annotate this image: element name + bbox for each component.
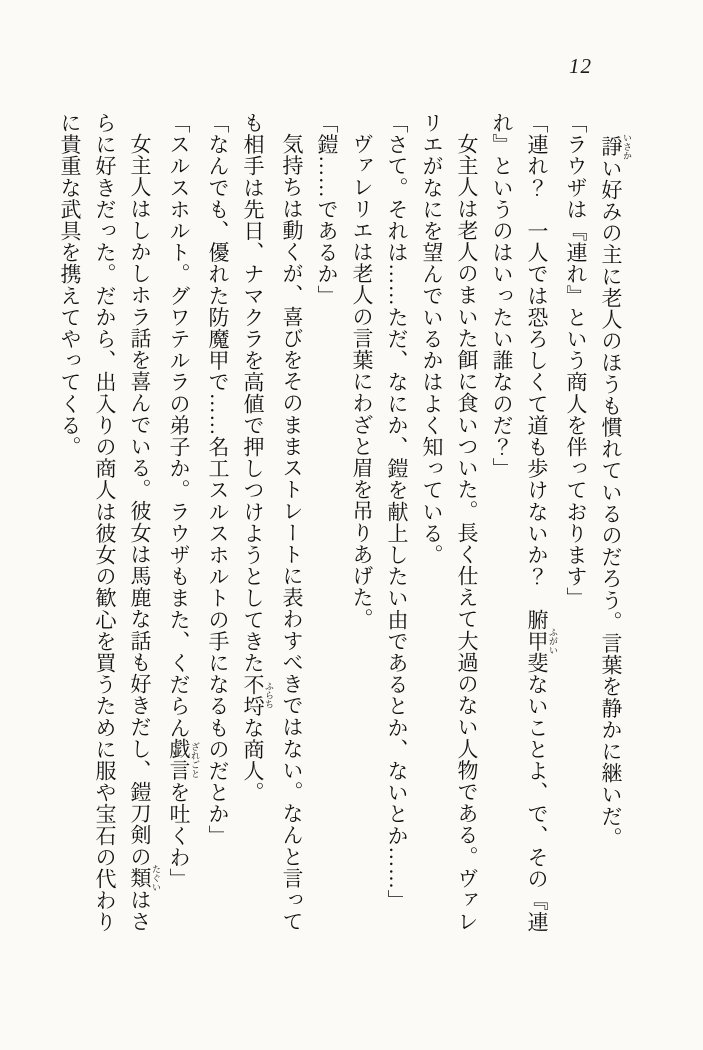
text-line: 「連れ？ 一人では恐ろしくて道も歩けないか？ 腑甲斐 ふがいないことよ、で、その『連: [525, 112, 558, 933]
text-line: 諍 いさかい好みの主に老人のほうも慣れているのだろう。言葉を静かに継いだ。: [599, 133, 632, 849]
page-number: 12: [569, 54, 592, 78]
text-line: 気持ちは動くが、喜びをそのままストレートに表わすべきではない。なんと言って: [280, 133, 304, 933]
text-line: リエがなにを望んでいるかはよく知っている。: [420, 112, 444, 566]
text-block: [52, 112, 632, 968]
text-line: 「鎧……であるか」: [315, 112, 339, 307]
text-line: らに好きだった。だから、出入りの商人は彼女の歓心を買うために服や宝石の代わり: [93, 112, 117, 933]
text-line: 「さて。それは……ただ、なにか、鎧を献上したい由であるとか、ないとか……」: [385, 112, 409, 912]
text-line: 「スルスホルト。グワテルラの弟子か。ラウザもまた、くだらん戯言 ざれごとを吐くわ」: [167, 112, 200, 890]
furigana-ruby: 戯言 ざれごと: [167, 738, 200, 782]
furigana-ruby: 腑甲斐 ふがい: [525, 608, 558, 674]
text-line: も相手は先日、ナマクラを高値で押しつけようとしてきた不埒 ふらちな商人。: [241, 112, 274, 804]
text-line: ヴァレリエは老人の言葉にわざと眉を吊りあげた。: [350, 133, 374, 630]
furigana-ruby: 諍 いさか: [599, 133, 632, 160]
text-line: 女主人は老人のまいた餌に食いついた。長く仕えて大過のない人物である。ヴァレ: [455, 133, 479, 933]
furigana-ruby: 類 たぐい: [128, 864, 161, 892]
text-line: に貴重な武具を携えてやってくる。: [58, 112, 82, 458]
furigana-ruby: 不埒 ふらち: [241, 673, 274, 717]
text-line: 「ラウザは『連れ』という商人を伴っております」: [564, 112, 588, 609]
text-line: 「なんでも、優れた防魔甲で……名工スルスホルトの手になるものだとか」: [206, 112, 230, 847]
text-line: 女主人はしかしホラ話を喜んでいる。彼女は馬鹿な話も好きだし、鎧刀剣の類 たぐいはさ: [128, 133, 161, 933]
text-line: れ』というのはいったい誰なのだ？」: [490, 112, 514, 480]
